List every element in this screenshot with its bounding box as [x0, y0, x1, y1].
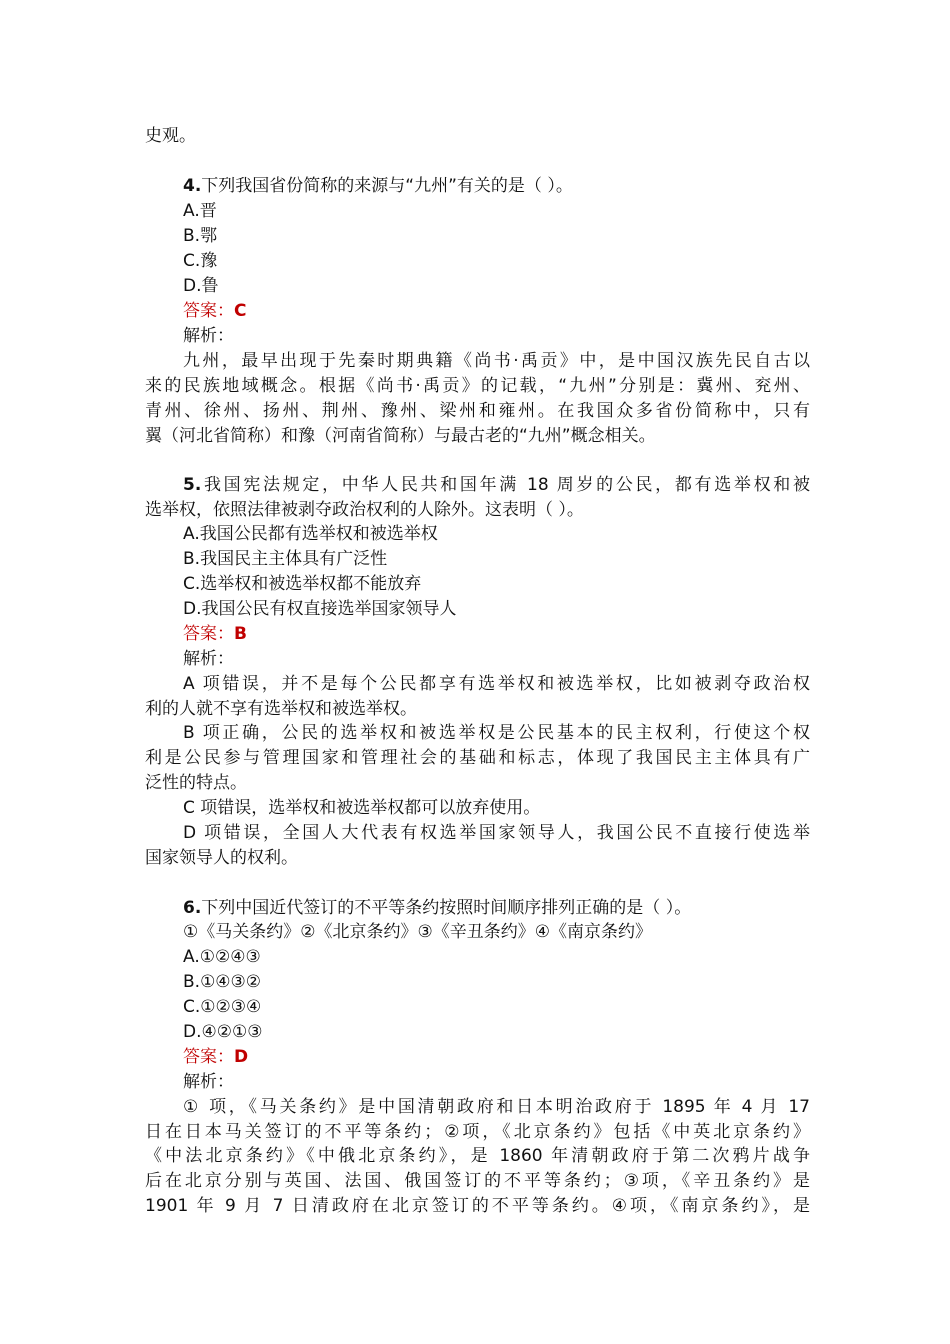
option-b: B.鄂 [183, 226, 218, 246]
option-a: A.①②④③ [183, 947, 261, 967]
analysis-line: 利的人就不享有选举权和被选举权。 [145, 699, 417, 719]
question-number: 5. [183, 475, 202, 495]
answer-label: 答案： [183, 624, 234, 644]
question-stem-text: 下列我国省份简称的来源与“九州”有关的是（ ）。 [201, 176, 573, 196]
question-number: 4. [183, 176, 202, 196]
analysis-line: 《中法北京条约》《中俄北京条约》，是 1860 年清朝政府于第二次鸦片战争 [145, 1146, 810, 1166]
answer-line [183, 1045, 810, 1070]
question-stem-text: 我国宪法规定，中华人民共和国年满 18 周岁的公民，都有选举权和被 [201, 475, 810, 495]
analysis-line: 利是公民参与管理国家和管理社会的基础和标志，体现了我国民主主体具有广 [145, 748, 810, 768]
answer-line [183, 299, 810, 324]
question-stem-text: 下列中国近代签订的不平等条约按照时间顺序排列正确的是（ ）。 [201, 898, 692, 918]
answer-value: B [234, 624, 247, 644]
analysis-label: 解析： [183, 326, 234, 346]
question-number: 6. [183, 898, 202, 918]
question-5-stem [183, 473, 810, 498]
option-d: D.鲁 [183, 276, 219, 296]
option-a: A.我国公民都有选举权和被选举权 [183, 524, 438, 544]
analysis-line: B 项正确，公民的选举权和被选举权是公民基本的民主权利，行使这个权 [183, 723, 810, 743]
question-6-stem [183, 896, 810, 921]
analysis-line: C 项错误，选举权和被选举权都可以放弃使用。 [183, 798, 541, 818]
answer-value: C [234, 301, 247, 321]
analysis-line: 国家领导人的权利。 [145, 848, 298, 868]
answer-line [183, 622, 810, 647]
analysis-line: 日在日本马关签订的不平等条约；②项，《北京条约》包括《中英北京条约》 [145, 1122, 810, 1142]
answer-label: 答案： [183, 301, 234, 321]
option-c: C.豫 [183, 251, 218, 271]
question-stem-text: 选举权，依照法律被剥夺政治权利的人除外。这表明（ ）。 [145, 500, 584, 520]
analysis-line: 泛性的特点。 [145, 773, 247, 793]
analysis-line: D 项错误，全国人大代表有权选举国家领导人，我国公民不直接行使选举 [183, 823, 810, 843]
option-c: C.①②③④ [183, 997, 262, 1017]
option-c: C.选举权和被选举权都不能放弃 [183, 574, 422, 594]
option-d: D.我国公民有权直接选举国家领导人 [183, 599, 457, 619]
analysis-label: 解析： [183, 1072, 234, 1092]
question-items: ①《马关条约》②《北京条约》③《辛丑条约》④《南京条约》 [183, 922, 652, 942]
analysis-line: A 项错误，并不是每个公民都享有选举权和被选举权，比如被剥夺政治权 [183, 674, 810, 694]
answer-value: D [234, 1047, 249, 1067]
continuation-text: 史观。 [145, 126, 196, 146]
answer-label: 答案： [183, 1047, 234, 1067]
option-b: B.我国民主主体具有广泛性 [183, 549, 388, 569]
analysis-line: 后在北京分别与英国、法国、俄国签订的不平等条约；③项，《辛丑条约》是 [145, 1171, 810, 1191]
analysis-line: 青州、徐州、扬州、荆州、豫州、梁州和雍州。在我国众多省份简称中，只有 [145, 401, 810, 421]
question-4-stem [183, 174, 810, 199]
analysis-line: 来的民族地域概念。根据《尚书·禹贡》的记载，“九州”分别是：冀州、兖州、 [145, 376, 810, 396]
analysis-label: 解析： [183, 649, 234, 669]
option-d: D.④②①③ [183, 1022, 263, 1042]
analysis-line: 翼（河北省简称）和豫（河南省简称）与最古老的“九州”概念相关。 [145, 426, 656, 446]
analysis-line: 九州，最早出现于先秦时期典籍《尚书·禹贡》中，是中国汉族先民自古以 [183, 351, 810, 371]
option-b: B.①④③② [183, 972, 262, 992]
analysis-line: 1901 年 9 月 7 日清政府在北京签订的不平等条约。④项，《南京条约》，是 [145, 1196, 810, 1216]
analysis-line: ① 项，《马关条约》是中国清朝政府和日本明治政府于 1895 年 4 月 17 [183, 1097, 810, 1117]
option-a: A.晋 [183, 201, 217, 221]
